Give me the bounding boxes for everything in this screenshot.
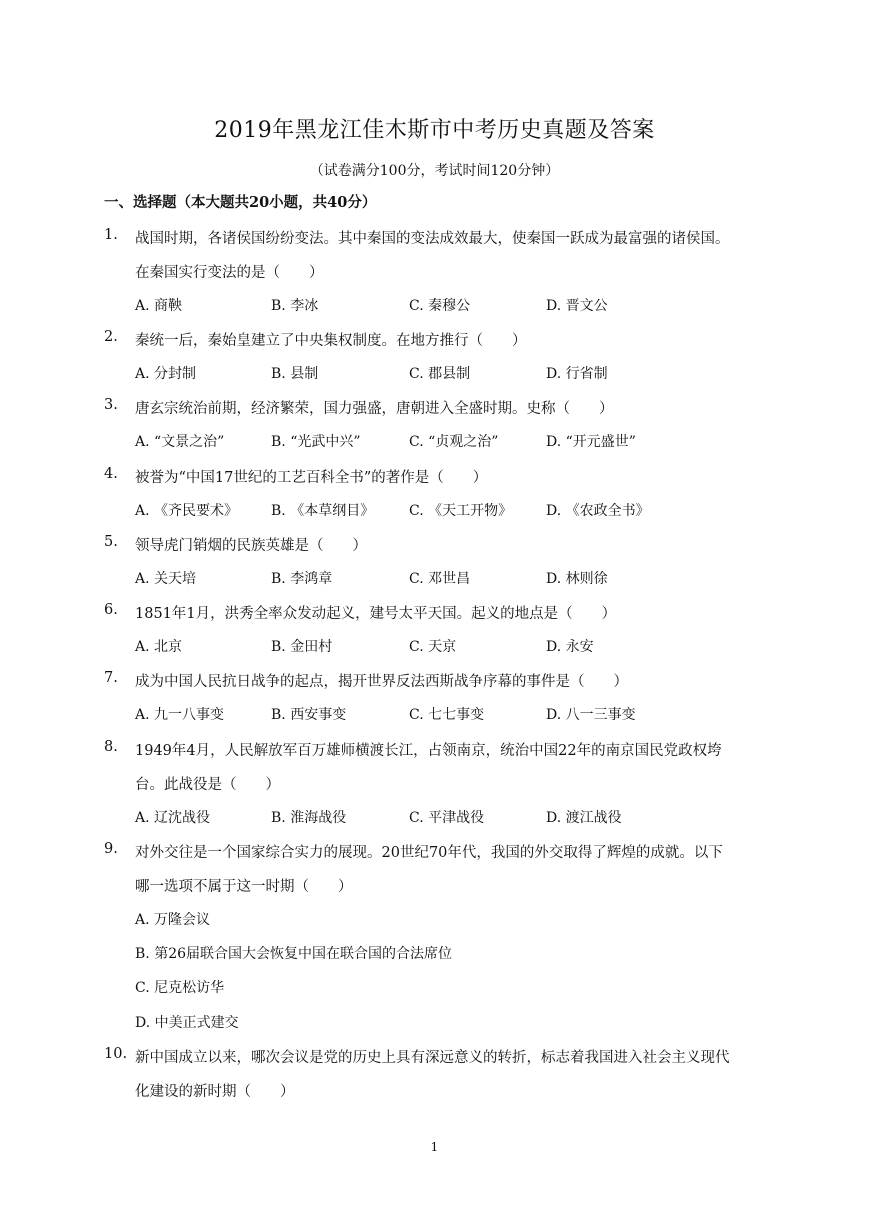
question-number: 5. bbox=[104, 534, 118, 550]
option-a: A. 关天培 bbox=[135, 571, 197, 587]
question-number: 7. bbox=[104, 670, 118, 686]
option-a: A. 商鞅 bbox=[135, 298, 183, 314]
option-b: B. 淮海战役 bbox=[271, 810, 347, 826]
question-text: 哪一选项不属于这一时期（ ） bbox=[135, 879, 353, 895]
option-c: C. 七七事变 bbox=[409, 707, 485, 723]
question-number: 6. bbox=[104, 602, 118, 618]
question-text: 成为中国人民抗日战争的起点，揭开世界反法西斯战争序幕的事件是（ ） bbox=[135, 674, 628, 690]
option-c: C. 秦穆公 bbox=[409, 298, 471, 314]
option-d: D. 中美正式建交 bbox=[135, 1015, 239, 1031]
option-c: C. “贞观之治” bbox=[409, 434, 499, 450]
option-a: A. 辽沈战役 bbox=[135, 810, 211, 826]
option-b: B. 西安事变 bbox=[271, 707, 347, 723]
question-number: 9. bbox=[104, 841, 118, 857]
option-c: C. 邓世昌 bbox=[409, 571, 471, 587]
option-d: D. 永安 bbox=[546, 639, 594, 655]
option-b: B. 金田村 bbox=[271, 639, 333, 655]
option-d: D. “开元盛世” bbox=[546, 434, 636, 450]
option-a: A. 九一八事变 bbox=[135, 707, 225, 723]
option-c: C. 平津战役 bbox=[409, 810, 485, 826]
option-d: D. 《农政全书》 bbox=[546, 503, 650, 519]
option-d: D. 渡江战役 bbox=[546, 810, 622, 826]
section-heading: 一、选择题（本大题共20小题，共40分） bbox=[104, 194, 377, 211]
option-c: C. 天京 bbox=[409, 639, 457, 655]
option-d: D. 八一三事变 bbox=[546, 707, 636, 723]
question-text: 1851年1月，洪秀全率众发动起义，建号太平天国。起义的地点是（ ） bbox=[135, 606, 617, 622]
option-b: B. 李鸿章 bbox=[271, 571, 333, 587]
question-number: 3. bbox=[104, 397, 118, 413]
question-text: 战国时期，各诸侯国纷纷变法。其中秦国的变法成效最大，使秦国一跃成为最富强的诸侯国。 bbox=[135, 231, 730, 247]
question-text: 对外交往是一个国家综合实力的展现。20世纪70年代，我国的外交取得了辉煌的成就。以下 bbox=[135, 845, 723, 861]
question-text: 台。此战役是（ ） bbox=[135, 777, 280, 793]
option-c: C. 《天工开物》 bbox=[409, 503, 513, 519]
page-number: 1 bbox=[430, 1140, 439, 1154]
option-d: D. 晋文公 bbox=[546, 298, 608, 314]
option-b: B. 李冰 bbox=[271, 298, 319, 314]
option-a: A. 北京 bbox=[135, 639, 183, 655]
option-d: D. 林则徐 bbox=[546, 571, 608, 587]
question-text: 新中国成立以来，哪次会议是党的历史上具有深远意义的转折，标志着我国进入社会主义现代 bbox=[135, 1050, 730, 1066]
page-subtitle: （试卷满分100分，考试时间120分钟） bbox=[309, 163, 560, 179]
question-text: 秦统一后，秦始皇建立了中央集权制度。在地方推行（ ） bbox=[135, 333, 527, 349]
option-d: D. 行省制 bbox=[546, 366, 608, 382]
question-number: 8. bbox=[104, 739, 118, 755]
option-a: A. “文景之治” bbox=[135, 434, 225, 450]
page-title: 2019年黑龙江佳木斯市中考历史真题及答案 bbox=[214, 118, 655, 143]
question-text: 唐玄宗统治前期，经济繁荣，国力强盛，唐朝进入全盛时期。史称（ ） bbox=[135, 401, 614, 417]
option-c: C. 郡县制 bbox=[409, 366, 471, 382]
option-a: A. 万隆会议 bbox=[135, 912, 211, 928]
option-b: B. “光武中兴” bbox=[271, 434, 361, 450]
option-c: C. 尼克松访华 bbox=[135, 980, 225, 996]
option-b: B. 县制 bbox=[271, 366, 319, 382]
question-text: 被誉为“中国17世纪的工艺百科全书”的著作是（ ） bbox=[135, 470, 488, 486]
question-number: 10. bbox=[104, 1046, 128, 1062]
option-b: B. 第26届联合国大会恢复中国在联合国的合法席位 bbox=[135, 946, 453, 962]
question-text: 化建设的新时期（ ） bbox=[135, 1084, 295, 1100]
option-b: B. 《本草纲目》 bbox=[271, 503, 375, 519]
option-a: A. 分封制 bbox=[135, 366, 197, 382]
question-text: 领导虎门销烟的民族英雄是（ ） bbox=[135, 538, 367, 554]
question-number: 2. bbox=[104, 329, 118, 345]
question-number: 1. bbox=[104, 227, 118, 243]
question-text: 在秦国实行变法的是（ ） bbox=[135, 265, 324, 281]
question-number: 4. bbox=[104, 466, 118, 482]
question-text: 1949年4月，人民解放军百万雄师横渡长江，占领南京，统治中国22年的南京国民党政权垮 bbox=[135, 743, 722, 759]
option-a: A. 《齐民要术》 bbox=[135, 503, 239, 519]
